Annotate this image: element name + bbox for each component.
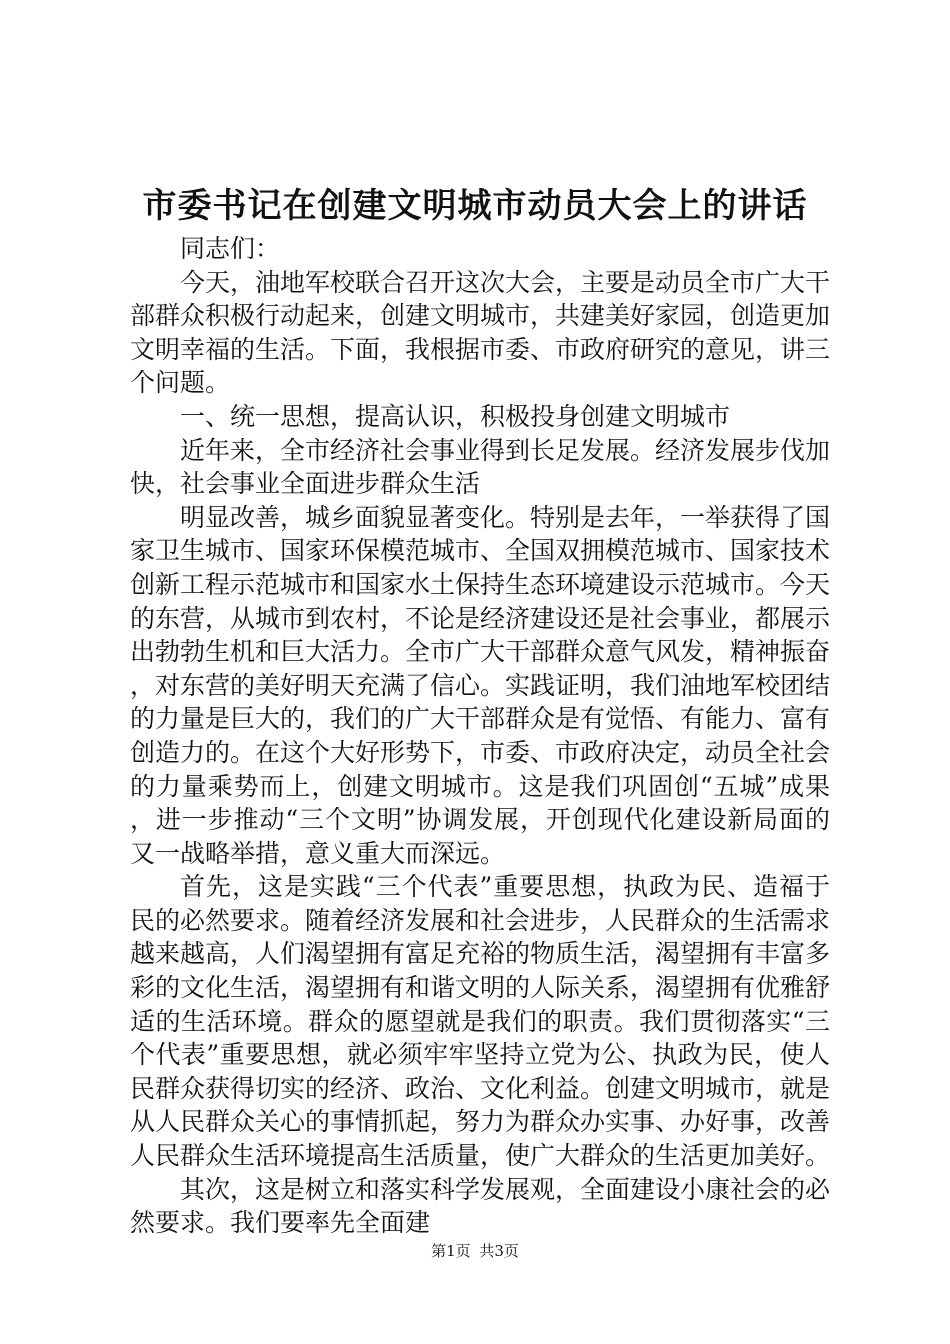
paragraph-salutation: 同志们： <box>180 234 281 263</box>
page-footer <box>0 1241 950 1261</box>
paragraph-intro: 今天，油地军校联合召开这次大会，主要是动员全市广大干部群众积极行动起来，创建文明城市，共建美好家园，创造更加文明幸福的生活。下面，我根据市委、市政府研究的意见，讲三个问题。 <box>130 267 831 398</box>
paragraph-achievements: 明显改善，城乡面貌显著变化。特别是去年，一举获得了国家卫生城市、国家环保模范城市、全国双拥模范城市、国家技术创新工程示范城市和国家水土保持生态环境建设示范城市。今天的东营，从城市到农村，不论是经济建设还是社会事业，都展示出勃勃生机和巨大活力。全市广大干部群众意气风发，精神振奋，对东营的美好明天充满了信心。实践证明，我们油地军校团结的力量是巨大的，我们的广大干部群众是有觉悟、有能力、富有创造力的。在这个大好形势下，市委、市政府决定，动员全社会的力量乘势而上，创建文明城市。这是我们巩固创“五城”成果，进一步推动“三个文明”协调发展，开创现代化建设新局面的又一战略举措，意义重大而深远。 <box>130 502 831 868</box>
document-body <box>130 232 830 1240</box>
paragraph-development: 近年来，全市经济社会事业得到长足发展。经济发展步伐加快，社会事业全面进步群众生活 <box>130 435 831 499</box>
section-heading-1: 一、统一思想，提高认识，积极投身创建文明城市 <box>180 401 731 431</box>
paragraph-second-point: 其次，这是树立和落实科学发展观，全面建设小康社会的必然要求。我们要率先全面建 <box>130 1174 831 1238</box>
page-number: 第1页 <box>431 1242 471 1260</box>
paragraph-first-point: 首先，这是实践“三个代表”重要思想，执政为民、造福于民的必然要求。随着经济发展和社会进步，人民群众的生活需求越来越高，人们渴望拥有富足充裕的物质生活，渴望拥有丰富多彩的文化生活，渴望拥有和谐文明的人际关系，渴望拥有优雅舒适的生活环境。群众的愿望就是我们的职责。我们贯彻落实“三个代表”重要思想，就必须牢牢坚持立党为公、执政为民，使人民群众获得切实的经济、政治、文化利益。创建文明城市，就是从人民群众关心的事情抓起，努力为群众办实事、办好事，改善人民群众生活环境提高生活质量，使广大群众的生活更加美好。 <box>130 872 831 1171</box>
page-total: 共3页 <box>479 1242 519 1260</box>
document-title: 市委书记在创建文明城市动员大会上的讲话 <box>142 186 808 226</box>
